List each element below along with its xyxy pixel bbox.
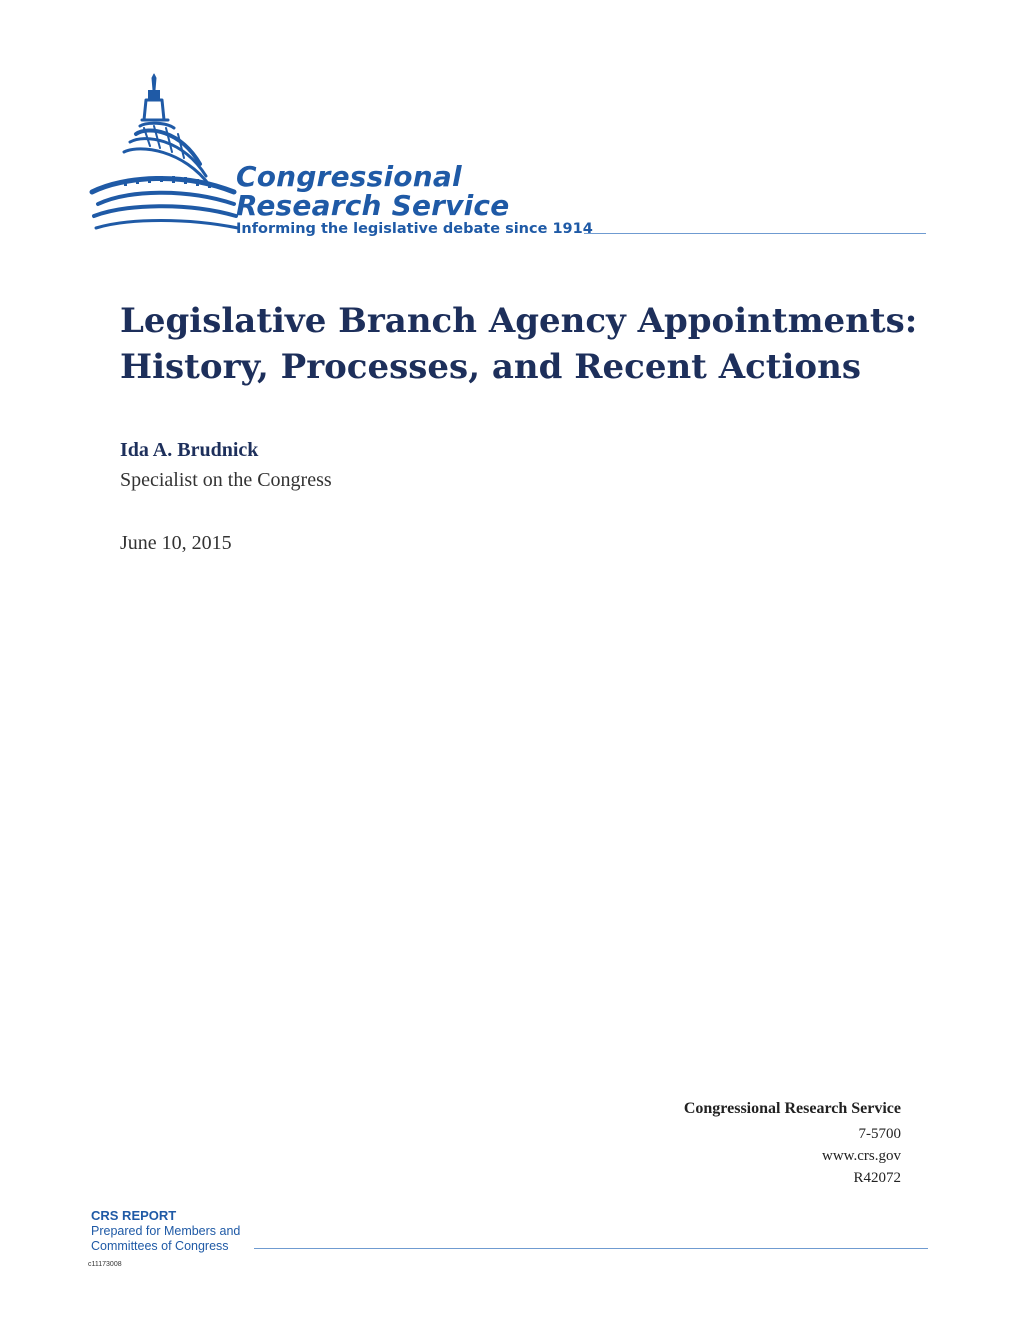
publisher-phone: 7-5700 — [858, 1126, 901, 1142]
org-name-line2: Research Service — [236, 189, 510, 222]
publication-date: June 10, 2015 — [120, 532, 232, 554]
footer-divider — [254, 1248, 928, 1249]
author-name: Ida A. Brudnick — [120, 439, 259, 461]
crs-report-footer — [91, 1208, 240, 1254]
capitol-dome-icon — [84, 68, 244, 248]
footer-heading: CRS REPORT — [91, 1208, 177, 1223]
report-number: R42072 — [853, 1170, 901, 1186]
org-tagline: Informing the legislative debate since 1914 — [236, 221, 593, 237]
document-code: c11173008 — [88, 1261, 122, 1268]
publisher-info — [684, 1099, 901, 1189]
footer-line1: Prepared for Members and — [91, 1224, 241, 1238]
header-divider — [584, 233, 926, 234]
report-title — [120, 298, 940, 390]
publisher-website: www.crs.gov — [821, 1148, 901, 1164]
report-title-line1: Legislative Branch Agency Appointments: — [120, 301, 918, 341]
author-title: Specialist on the Congress — [120, 469, 332, 491]
publisher-name: Congressional Research Service — [683, 1100, 901, 1117]
org-name-line1: Congressional — [236, 160, 462, 193]
crs-logo — [84, 68, 934, 248]
report-title-line2: History, Processes, and Recent Actions — [120, 347, 861, 387]
footer-line2: Committees of Congress — [91, 1239, 229, 1253]
